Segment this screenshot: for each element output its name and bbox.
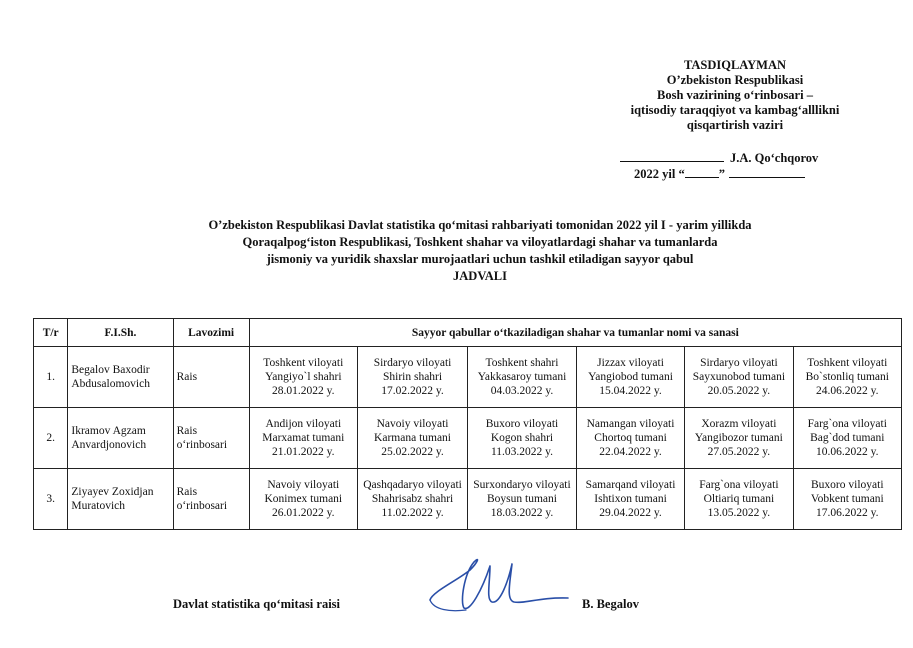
- reception-cell: [357, 347, 467, 408]
- heading-line: Qoraqalpog‘iston Respublikasi, Toshkent shahar va viloyatlardagi shahar va tumanlarda: [242, 235, 718, 249]
- reception-place: Konimex tumani: [264, 493, 343, 505]
- heading-title: JADVALI: [453, 269, 507, 283]
- reception-date: 04.03.2022 y.: [490, 385, 554, 397]
- month-blank: [729, 166, 805, 178]
- reception-region: Farg`ona viloyati: [699, 479, 779, 491]
- reception-date: 20.05.2022 y.: [707, 385, 771, 397]
- reception-cell: [793, 347, 901, 408]
- approval-line: qisqartirish vaziri: [686, 118, 784, 132]
- approval-date-line: [634, 166, 874, 182]
- reception-place: Ishtixon tumani: [594, 493, 667, 505]
- approval-signatory: J.A. Qo‘chqorov: [730, 151, 819, 165]
- reception-place: Boysun tumani: [487, 493, 557, 505]
- date-mid: ”: [718, 167, 725, 181]
- reception-date: 15.04.2022 y.: [599, 385, 662, 397]
- reception-date: 25.02.2022 y.: [381, 446, 444, 458]
- reception-cell: [468, 469, 577, 530]
- reception-place: Bag`dod tumani: [810, 432, 885, 444]
- reception-place: Karmana tumani: [374, 432, 452, 444]
- person-position: Rais: [173, 347, 249, 408]
- reception-cell: [576, 469, 684, 530]
- reception-date: 18.03.2022 y.: [490, 507, 554, 519]
- reception-cell: [357, 408, 467, 469]
- table-row: [34, 408, 902, 469]
- table-row: [34, 347, 902, 408]
- reception-region: Sirdaryo viloyati: [373, 357, 452, 369]
- footer-title: Davlat statistika qo‘mitasi raisi: [173, 597, 341, 611]
- reception-date: 17.06.2022 y.: [816, 507, 879, 519]
- reception-region: Toshkent shahri: [485, 357, 559, 369]
- reception-date: 11.03.2022 y.: [490, 446, 554, 458]
- date-prefix: 2022 yil “: [634, 167, 685, 181]
- footer-name: B. Begalov: [582, 597, 639, 611]
- person-position: Rais o‘rinbosari: [173, 408, 249, 469]
- schedule-table: [33, 318, 902, 530]
- reception-cell: [357, 469, 467, 530]
- reception-region: Surxondaryo viloyati: [473, 479, 571, 491]
- reception-cell: [685, 469, 793, 530]
- reception-cell: [793, 408, 901, 469]
- reception-date: 26.01.2022 y.: [272, 507, 335, 519]
- reception-place: Chortoq tumani: [594, 432, 667, 444]
- reception-cell: [249, 469, 357, 530]
- row-number: 1.: [34, 347, 68, 408]
- reception-date: 29.04.2022 y.: [599, 507, 662, 519]
- reception-place: Kogon shahri: [490, 432, 554, 444]
- approval-signature-line: [620, 150, 860, 166]
- reception-place: Shirin shahri: [382, 371, 443, 383]
- header-name: F.I.Sh.: [68, 319, 173, 347]
- reception-region: Farg`ona viloyati: [807, 418, 887, 430]
- reception-region: Navoiy viloyati: [267, 479, 340, 491]
- reception-date: 28.01.2022 y.: [272, 385, 335, 397]
- reception-date: 21.01.2022 y.: [272, 446, 335, 458]
- day-blank: [685, 166, 719, 178]
- reception-region: Xorazm viloyati: [701, 418, 777, 430]
- table-row: [34, 469, 902, 530]
- reception-place: Yangibozor tumani: [694, 432, 783, 444]
- approval-line: iqtisodiy taraqqiyot va kambag‘alllikni: [630, 103, 840, 117]
- reception-date: 22.04.2022 y.: [599, 446, 662, 458]
- reception-cell: [576, 408, 684, 469]
- reception-region: Jizzax viloyati: [597, 357, 664, 369]
- reception-date: 11.02.2022 y.: [381, 507, 444, 519]
- reception-cell: [685, 347, 793, 408]
- reception-place: Shahrisabz shahri: [371, 493, 454, 505]
- reception-region: Samarqand viloyati: [585, 479, 676, 491]
- reception-place: Bo`stonliq tumani: [805, 371, 889, 383]
- reception-region: Namangan viloyati: [586, 418, 675, 430]
- person-name: Begalov Baxodir Abdusalomovich: [68, 347, 173, 408]
- approval-line: Bosh vazirining o‘rinbosari –: [657, 88, 813, 102]
- reception-cell: [576, 347, 684, 408]
- reception-region: Toshkent viloyati: [807, 357, 888, 369]
- table-body: [34, 347, 902, 530]
- reception-cell: [468, 408, 577, 469]
- reception-place: Sayxunobod tumani: [692, 371, 786, 383]
- reception-region: Buxoro viloyati: [485, 418, 559, 430]
- header-position: Lavozimi: [173, 319, 249, 347]
- reception-region: Andijon viloyati: [265, 418, 342, 430]
- heading-line: O’zbekiston Respublikasi Davlat statistika qo‘mitasi rahbariyati tomonidan 2022 yil I - yarim yillikda: [208, 218, 752, 232]
- person-position: Rais o‘rinbosari: [173, 469, 249, 530]
- document-heading: [110, 217, 850, 285]
- approval-line: TASDIQLAYMAN: [683, 58, 787, 72]
- reception-date: 24.06.2022 y.: [816, 385, 879, 397]
- row-number: 3.: [34, 469, 68, 530]
- reception-place: Marxamat tumani: [262, 432, 345, 444]
- reception-region: Buxoro viloyati: [811, 479, 884, 491]
- reception-place: Yangiyo`l shahri: [265, 371, 342, 383]
- reception-cell: [249, 347, 357, 408]
- approval-block: [600, 58, 870, 133]
- reception-date: 13.05.2022 y.: [707, 507, 771, 519]
- reception-region: Sirdaryo viloyati: [700, 357, 778, 369]
- reception-region: Qashqadaryo viloyati: [363, 479, 462, 491]
- reception-cell: [249, 408, 357, 469]
- reception-cell: [685, 408, 793, 469]
- reception-place: Yangiobod tumani: [588, 371, 673, 383]
- reception-date: 10.06.2022 y.: [816, 446, 879, 458]
- approval-line: O’zbekiston Respublikasi: [666, 73, 804, 87]
- reception-date: 17.02.2022 y.: [381, 385, 444, 397]
- row-number: 2.: [34, 408, 68, 469]
- reception-place: Oltiariq tumani: [703, 493, 775, 505]
- person-name: Ikramov Agzam Anvardjonovich: [68, 408, 173, 469]
- table-header-row: [34, 319, 902, 347]
- reception-region: Toshkent viloyati: [263, 357, 344, 369]
- handwritten-signature: [420, 552, 570, 622]
- header-num: T/r: [34, 319, 68, 347]
- heading-line: jismoniy va yuridik shaxslar murojaatlari uchun tashkil etiladigan sayyor qabul: [266, 252, 694, 266]
- signature-blank: [620, 150, 724, 162]
- reception-cell: [468, 347, 577, 408]
- header-places: Sayyor qabullar o‘tkaziladigan shahar va tumanlar nomi va sanasi: [249, 319, 901, 347]
- reception-region: Navoiy viloyati: [376, 418, 449, 430]
- reception-cell: [793, 469, 901, 530]
- reception-place: Yakkasaroy tumani: [477, 371, 567, 383]
- reception-place: Vobkent tumani: [810, 493, 884, 505]
- reception-date: 27.05.2022 y.: [707, 446, 771, 458]
- person-name: Ziyayev Zoxidjan Muratovich: [68, 469, 173, 530]
